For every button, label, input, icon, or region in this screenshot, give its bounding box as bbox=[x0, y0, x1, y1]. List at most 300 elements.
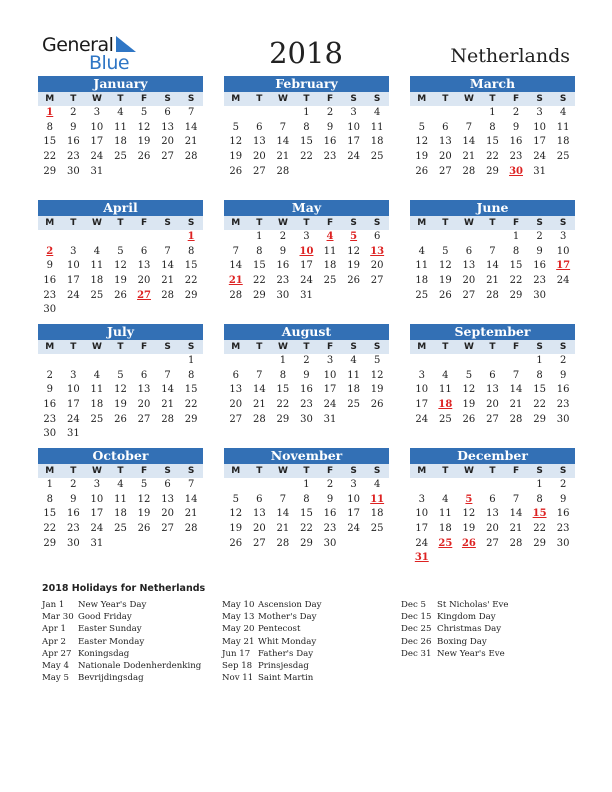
day-cell: 8 bbox=[46, 121, 53, 133]
day-cell: 25 bbox=[370, 151, 384, 163]
day-cell: 22 bbox=[184, 275, 198, 287]
day-cell: 24 bbox=[347, 523, 360, 535]
weekday-label: S bbox=[164, 466, 171, 476]
day-cell: 21 bbox=[276, 151, 290, 163]
holiday-row bbox=[222, 611, 322, 623]
day-cell: 26 bbox=[229, 165, 243, 177]
day-cell: 2 bbox=[46, 369, 53, 381]
day-cell: 26 bbox=[462, 413, 476, 425]
day-cell: 18 bbox=[415, 275, 429, 287]
weekday-label: M bbox=[417, 94, 427, 104]
day-cell: 17 bbox=[90, 508, 104, 520]
day-cell: 12 bbox=[229, 136, 243, 148]
day-cell: 15 bbox=[252, 260, 266, 272]
day-cell: 4 bbox=[559, 107, 567, 118]
day-cell: 16 bbox=[66, 136, 80, 148]
day-cell: 21 bbox=[161, 275, 174, 287]
weekday-header bbox=[410, 92, 575, 106]
day-cell: 25 bbox=[556, 151, 570, 163]
day-cell: 23 bbox=[66, 151, 80, 163]
day-cell: 16 bbox=[300, 384, 313, 396]
day-cell: 11 bbox=[438, 384, 452, 396]
day-cell: 19 bbox=[462, 399, 476, 411]
day-cell: 16 bbox=[43, 399, 57, 411]
day-cell: 4 bbox=[117, 107, 124, 118]
holiday-row bbox=[42, 672, 201, 684]
weekday-label: F bbox=[512, 218, 520, 228]
holiday-date: Nov 11 bbox=[222, 673, 254, 684]
holiday-row bbox=[401, 611, 508, 623]
day-cell: 5 bbox=[442, 245, 449, 257]
weekday-label: W bbox=[91, 342, 102, 352]
day-cell: 14 bbox=[184, 121, 198, 133]
weekday-label: M bbox=[231, 94, 241, 104]
holiday-day-cell: 5 bbox=[350, 231, 358, 242]
day-cell: 17 bbox=[66, 275, 80, 287]
day-cell: 18 bbox=[90, 399, 104, 411]
holiday-row bbox=[222, 648, 322, 660]
day-cell: 10 bbox=[66, 384, 80, 396]
day-cell: 13 bbox=[137, 384, 151, 396]
day-cell: 4 bbox=[93, 245, 101, 257]
day-cell: 25 bbox=[90, 289, 104, 301]
holiday-date: May 10 bbox=[222, 600, 255, 610]
holiday-name: Easter Monday bbox=[78, 636, 145, 647]
day-cell: 2 bbox=[512, 107, 520, 118]
day-cell: 2 bbox=[303, 355, 310, 366]
weekday-label: T bbox=[489, 218, 496, 228]
day-cell: 20 bbox=[137, 399, 151, 411]
day-cell: 25 bbox=[370, 523, 384, 535]
weekday-label: S bbox=[373, 94, 381, 104]
holiday-row bbox=[42, 623, 201, 635]
holiday-day-cell: 30 bbox=[509, 165, 523, 177]
day-cell: 6 bbox=[164, 479, 171, 490]
calendar-year: 2018 bbox=[269, 36, 343, 70]
day-cell: 19 bbox=[114, 275, 127, 287]
day-cell: 22 bbox=[509, 275, 523, 287]
day-grid bbox=[38, 106, 203, 179]
holiday-date: Apr 1 bbox=[42, 624, 67, 635]
day-cell: 1 bbox=[512, 231, 520, 242]
weekday-label: S bbox=[350, 218, 357, 228]
day-cell: 1 bbox=[489, 107, 496, 118]
holiday-name: Nationale Dodenherdenking bbox=[78, 660, 202, 671]
day-cell: 25 bbox=[114, 523, 127, 535]
day-cell: 16 bbox=[556, 508, 570, 520]
holiday-day-cell: 11 bbox=[370, 493, 385, 505]
day-cell: 17 bbox=[415, 399, 429, 411]
day-cell: 16 bbox=[323, 508, 337, 520]
empty-cell bbox=[224, 106, 248, 121]
weekday-label: M bbox=[417, 466, 427, 476]
day-cell: 7 bbox=[489, 245, 496, 257]
day-cell: 28 bbox=[462, 165, 476, 177]
day-cell: 25 bbox=[114, 151, 127, 163]
day-cell: 3 bbox=[326, 355, 334, 366]
day-cell: 7 bbox=[187, 107, 195, 118]
day-cell: 3 bbox=[93, 107, 101, 118]
weekday-label: F bbox=[140, 218, 148, 228]
logo-general-text: General bbox=[42, 34, 114, 56]
day-cell: 27 bbox=[137, 413, 151, 425]
day-cell: 20 bbox=[161, 136, 174, 148]
day-cell: 20 bbox=[161, 508, 174, 520]
day-cell: 6 bbox=[489, 493, 496, 505]
weekday-label: W bbox=[91, 94, 102, 104]
day-cell: 6 bbox=[373, 231, 381, 242]
day-cell: 20 bbox=[137, 275, 151, 287]
day-cell: 1 bbox=[536, 355, 543, 366]
day-cell: 6 bbox=[140, 369, 148, 381]
day-cell: 13 bbox=[161, 493, 174, 505]
day-cell: 20 bbox=[486, 399, 499, 411]
day-cell: 22 bbox=[184, 399, 198, 411]
day-cell: 29 bbox=[252, 289, 266, 301]
day-cell: 30 bbox=[43, 428, 57, 440]
day-cell: 19 bbox=[137, 136, 151, 148]
day-cell: 29 bbox=[300, 537, 313, 549]
day-cell: 13 bbox=[252, 136, 266, 148]
day-cell: 14 bbox=[229, 260, 243, 272]
day-grid bbox=[224, 354, 389, 427]
day-cell: 9 bbox=[303, 369, 310, 381]
day-cell: 11 bbox=[114, 493, 127, 505]
month-december bbox=[410, 448, 575, 566]
holiday-name: Ascension Day bbox=[258, 600, 322, 610]
day-cell: 19 bbox=[114, 399, 127, 411]
day-cell: 11 bbox=[415, 260, 429, 272]
day-cell: 23 bbox=[323, 151, 337, 163]
weekday-label: T bbox=[442, 218, 449, 228]
holiday-name: New Year's Day bbox=[78, 600, 147, 610]
day-cell: 18 bbox=[114, 136, 127, 148]
day-cell: 8 bbox=[256, 245, 263, 257]
holiday-date: Dec 5 bbox=[401, 600, 426, 610]
country-name: Netherlands bbox=[450, 45, 570, 67]
weekday-label: S bbox=[187, 342, 195, 352]
empty-cell bbox=[85, 230, 109, 245]
day-cell: 11 bbox=[438, 508, 452, 520]
weekday-label: S bbox=[536, 466, 543, 476]
weekday-label: W bbox=[463, 466, 474, 476]
day-cell: 16 bbox=[556, 384, 570, 396]
weekday-label: S bbox=[350, 466, 357, 476]
day-cell: 4 bbox=[442, 493, 449, 505]
day-cell: 22 bbox=[533, 399, 546, 411]
holiday-row bbox=[222, 599, 322, 611]
day-cell: 28 bbox=[184, 523, 198, 535]
weekday-header bbox=[38, 340, 203, 354]
day-cell: 1 bbox=[536, 479, 543, 490]
day-cell: 15 bbox=[533, 384, 546, 396]
day-cell: 18 bbox=[556, 136, 570, 148]
day-cell: 26 bbox=[137, 523, 151, 535]
day-cell: 29 bbox=[509, 289, 523, 301]
day-cell: 14 bbox=[276, 508, 290, 520]
holiday-name: Kingdom Day bbox=[437, 612, 496, 623]
day-cell: 13 bbox=[438, 136, 452, 148]
holiday-row bbox=[42, 648, 201, 660]
day-cell: 29 bbox=[43, 537, 57, 549]
day-cell: 1 bbox=[46, 479, 53, 490]
weekday-label: T bbox=[442, 466, 449, 476]
day-cell: 24 bbox=[90, 523, 104, 535]
weekday-header bbox=[410, 464, 575, 478]
day-cell: 26 bbox=[415, 165, 429, 177]
day-cell: 24 bbox=[323, 399, 337, 411]
day-cell: 12 bbox=[462, 508, 476, 520]
day-cell: 20 bbox=[252, 151, 266, 163]
weekday-label: T bbox=[117, 342, 124, 352]
day-cell: 11 bbox=[347, 369, 360, 381]
day-cell: 9 bbox=[559, 493, 567, 505]
weekday-label: T bbox=[442, 342, 449, 352]
day-cell: 15 bbox=[300, 136, 313, 148]
day-cell: 14 bbox=[184, 493, 198, 505]
day-cell: 14 bbox=[462, 136, 476, 148]
day-cell: 21 bbox=[486, 275, 499, 287]
day-cell: 19 bbox=[462, 523, 476, 535]
weekday-label: S bbox=[373, 218, 381, 228]
day-cell: 1 bbox=[279, 355, 287, 366]
day-cell: 21 bbox=[509, 399, 523, 411]
empty-cell bbox=[156, 354, 180, 369]
day-cell: 9 bbox=[326, 121, 334, 133]
weekday-label: W bbox=[463, 342, 474, 352]
weekday-label: W bbox=[277, 466, 288, 476]
day-cell: 24 bbox=[66, 289, 80, 301]
empty-cell bbox=[481, 230, 505, 245]
day-cell: 22 bbox=[252, 275, 266, 287]
day-cell: 19 bbox=[438, 275, 452, 287]
day-cell: 3 bbox=[418, 493, 425, 505]
day-cell: 11 bbox=[114, 121, 127, 133]
day-cell: 31 bbox=[533, 165, 546, 177]
day-cell: 6 bbox=[140, 245, 148, 257]
day-cell: 10 bbox=[415, 508, 429, 520]
day-cell: 3 bbox=[350, 107, 357, 118]
day-cell: 9 bbox=[536, 245, 543, 257]
day-grid bbox=[224, 478, 389, 551]
empty-cell bbox=[224, 354, 248, 369]
weekday-label: T bbox=[442, 94, 449, 104]
empty-cell bbox=[85, 354, 109, 369]
day-cell: 28 bbox=[486, 289, 499, 301]
holiday-date: Dec 15 bbox=[401, 612, 432, 623]
day-cell: 29 bbox=[533, 537, 546, 549]
day-cell: 14 bbox=[161, 260, 174, 272]
day-cell: 19 bbox=[415, 151, 429, 163]
weekday-label: T bbox=[489, 94, 496, 104]
empty-cell bbox=[504, 354, 528, 369]
day-cell: 3 bbox=[536, 107, 543, 118]
day-cell: 26 bbox=[438, 289, 452, 301]
day-cell: 9 bbox=[46, 260, 53, 272]
empty-cell bbox=[457, 354, 481, 369]
day-cell: 1 bbox=[303, 107, 310, 118]
day-cell: 7 bbox=[232, 245, 239, 257]
logo-triangle-icon bbox=[112, 36, 138, 54]
day-cell: 22 bbox=[276, 399, 290, 411]
day-cell: 25 bbox=[347, 399, 360, 411]
weekday-label: F bbox=[326, 218, 334, 228]
day-cell: 24 bbox=[415, 537, 429, 549]
day-cell: 28 bbox=[184, 151, 198, 163]
month-title: April bbox=[38, 200, 203, 216]
holiday-name: Bevrijdingsdag bbox=[78, 673, 144, 684]
day-cell: 17 bbox=[300, 260, 313, 272]
day-cell: 8 bbox=[536, 369, 543, 381]
day-cell: 3 bbox=[70, 245, 77, 257]
month-march bbox=[410, 76, 575, 179]
empty-cell bbox=[62, 230, 86, 245]
weekday-header bbox=[38, 92, 203, 106]
day-cell: 7 bbox=[465, 121, 473, 133]
day-cell: 14 bbox=[252, 384, 266, 396]
day-cell: 18 bbox=[90, 275, 104, 287]
day-cell: 8 bbox=[303, 121, 310, 133]
weekday-label: S bbox=[536, 218, 543, 228]
holiday-day-cell: 4 bbox=[326, 231, 334, 242]
day-cell: 30 bbox=[323, 537, 337, 549]
empty-cell bbox=[410, 354, 434, 369]
weekday-label: S bbox=[350, 342, 357, 352]
day-cell: 7 bbox=[279, 121, 287, 133]
month-title: February bbox=[224, 76, 389, 92]
day-cell: 20 bbox=[229, 399, 243, 411]
holiday-name: Mother's Day bbox=[258, 612, 317, 623]
weekday-label: T bbox=[256, 466, 263, 476]
day-cell: 6 bbox=[489, 369, 496, 381]
day-cell: 10 bbox=[66, 260, 80, 272]
empty-cell bbox=[38, 230, 62, 245]
day-cell: 13 bbox=[229, 384, 243, 396]
day-cell: 18 bbox=[438, 523, 452, 535]
day-cell: 30 bbox=[556, 537, 570, 549]
day-cell: 10 bbox=[556, 245, 570, 257]
empty-cell bbox=[434, 354, 458, 369]
day-cell: 23 bbox=[556, 523, 570, 535]
weekday-label: T bbox=[256, 94, 263, 104]
day-cell: 25 bbox=[438, 413, 452, 425]
day-cell: 12 bbox=[137, 493, 151, 505]
day-cell: 11 bbox=[323, 245, 337, 257]
day-cell: 21 bbox=[462, 151, 476, 163]
day-cell: 5 bbox=[140, 107, 148, 118]
day-cell: 5 bbox=[232, 493, 239, 505]
empty-cell bbox=[109, 230, 133, 245]
day-cell: 19 bbox=[137, 508, 151, 520]
day-cell: 29 bbox=[184, 413, 198, 425]
weekday-label: M bbox=[45, 466, 55, 476]
day-cell: 23 bbox=[43, 413, 57, 425]
month-title: May bbox=[224, 200, 389, 216]
day-cell: 6 bbox=[256, 121, 263, 133]
day-cell: 2 bbox=[326, 479, 334, 490]
day-cell: 17 bbox=[323, 384, 337, 396]
weekday-header bbox=[224, 92, 389, 106]
holiday-day-cell: 2 bbox=[46, 245, 54, 257]
weekday-label: T bbox=[489, 342, 496, 352]
month-august bbox=[224, 324, 389, 427]
day-cell: 31 bbox=[300, 289, 313, 301]
day-cell: 28 bbox=[229, 289, 243, 301]
day-cell: 23 bbox=[533, 275, 546, 287]
holiday-name: Boxing Day bbox=[437, 636, 487, 647]
day-cell: 2 bbox=[559, 355, 567, 366]
day-cell: 30 bbox=[43, 304, 57, 316]
day-grid bbox=[38, 478, 203, 551]
day-grid bbox=[224, 106, 389, 179]
day-cell: 13 bbox=[486, 384, 499, 396]
day-grid bbox=[410, 106, 575, 179]
holiday-name: New Year's Eve bbox=[437, 648, 505, 659]
day-cell: 5 bbox=[373, 355, 381, 366]
holiday-column bbox=[401, 599, 508, 660]
empty-cell bbox=[481, 354, 505, 369]
day-cell: 25 bbox=[415, 289, 429, 301]
day-cell: 12 bbox=[438, 260, 452, 272]
weekday-label: T bbox=[256, 218, 263, 228]
day-cell: 31 bbox=[323, 413, 337, 425]
weekday-label: S bbox=[536, 342, 543, 352]
weekday-header bbox=[410, 216, 575, 230]
day-cell: 21 bbox=[276, 523, 290, 535]
day-cell: 27 bbox=[161, 151, 174, 163]
day-cell: 15 bbox=[486, 136, 499, 148]
weekday-label: S bbox=[187, 94, 195, 104]
day-cell: 8 bbox=[489, 121, 496, 133]
month-title: June bbox=[410, 200, 575, 216]
holiday-date: May 20 bbox=[222, 624, 255, 635]
day-cell: 7 bbox=[187, 479, 195, 490]
day-cell: 5 bbox=[418, 121, 425, 133]
empty-cell bbox=[248, 478, 272, 493]
weekday-label: T bbox=[70, 94, 77, 104]
holiday-day-cell: 13 bbox=[370, 245, 385, 257]
weekday-label: W bbox=[91, 466, 102, 476]
holiday-name: Saint Martin bbox=[258, 673, 314, 684]
holiday-column bbox=[222, 599, 322, 684]
holiday-name: Prinsjesdag bbox=[258, 660, 309, 671]
weekday-header bbox=[38, 216, 203, 230]
day-cell: 17 bbox=[90, 136, 104, 148]
day-cell: 19 bbox=[229, 523, 243, 535]
day-cell: 4 bbox=[350, 355, 357, 366]
day-cell: 15 bbox=[43, 136, 57, 148]
day-cell: 30 bbox=[66, 165, 80, 177]
holiday-name: St Nicholas' Eve bbox=[437, 600, 509, 610]
month-january bbox=[38, 76, 203, 179]
weekday-label: F bbox=[140, 342, 148, 352]
day-cell: 15 bbox=[43, 508, 57, 520]
day-cell: 17 bbox=[347, 136, 360, 148]
empty-cell bbox=[457, 106, 481, 121]
day-cell: 21 bbox=[184, 136, 198, 148]
day-cell: 3 bbox=[93, 479, 101, 490]
day-cell: 16 bbox=[43, 275, 57, 287]
day-grid bbox=[410, 230, 575, 303]
day-cell: 28 bbox=[161, 289, 174, 301]
day-cell: 19 bbox=[347, 260, 360, 272]
day-cell: 4 bbox=[418, 245, 425, 257]
day-cell: 7 bbox=[512, 493, 520, 505]
empty-cell bbox=[271, 478, 295, 493]
day-cell: 12 bbox=[415, 136, 429, 148]
day-cell: 8 bbox=[303, 493, 310, 505]
weekday-label: T bbox=[303, 94, 310, 104]
